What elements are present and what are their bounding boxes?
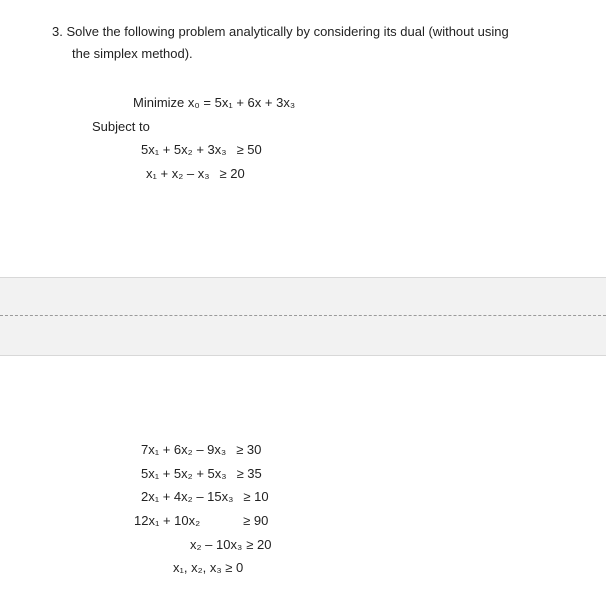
- constraint-lhs: 2x₁ + 4x₂ – 15x₃: [141, 489, 234, 504]
- constraint-lhs: 5x₁ + 5x₂ + 5x₃: [141, 466, 227, 481]
- constraint-rhs: ≥ 90: [243, 513, 269, 528]
- constraint-row-5: [141, 489, 269, 504]
- constraint-row-6: [134, 513, 268, 528]
- constraint-rhs: ≥ 30: [236, 442, 262, 457]
- constraint-rhs: ≥ 35: [236, 466, 262, 481]
- constraint-row-1: [141, 142, 262, 157]
- constraint-lhs: 7x₁ + 6x₂ – 9x₃: [141, 442, 227, 457]
- dashed-divider: [0, 315, 606, 316]
- constraint-row-4: [141, 466, 262, 481]
- constraint-lhs: 5x₁ + 5x₂ + 3x₃: [141, 142, 227, 157]
- constraint-rhs: ≥ 50: [236, 142, 262, 157]
- problem-statement-line-2: the simplex method).: [72, 46, 193, 61]
- constraint-rhs: ≥ 20: [246, 537, 272, 552]
- constraint-lhs: 12x₁ + 10x₂: [134, 513, 201, 528]
- constraint-row-7: [190, 537, 271, 552]
- subject-to-label: Subject to: [92, 119, 150, 134]
- constraint-rhs: ≥ 20: [219, 166, 245, 181]
- nonnegativity-constraint: x₁, x₂, x₃ ≥ 0: [173, 560, 244, 575]
- problem-statement-line-1: 3. Solve the following problem analytically by considering its dual (without using: [52, 24, 509, 39]
- constraint-row-2: [146, 166, 245, 181]
- objective-function: Minimize x₀ = 5x₁ + 6x + 3x₃: [133, 95, 296, 110]
- constraint-row-3: [141, 442, 261, 457]
- page-separator-band: [0, 277, 606, 356]
- constraint-lhs: x₂ – 10x₃: [190, 537, 243, 552]
- constraint-lhs: x₁ + x₂ – x₃: [146, 166, 210, 181]
- constraint-rhs: ≥ 10: [243, 489, 269, 504]
